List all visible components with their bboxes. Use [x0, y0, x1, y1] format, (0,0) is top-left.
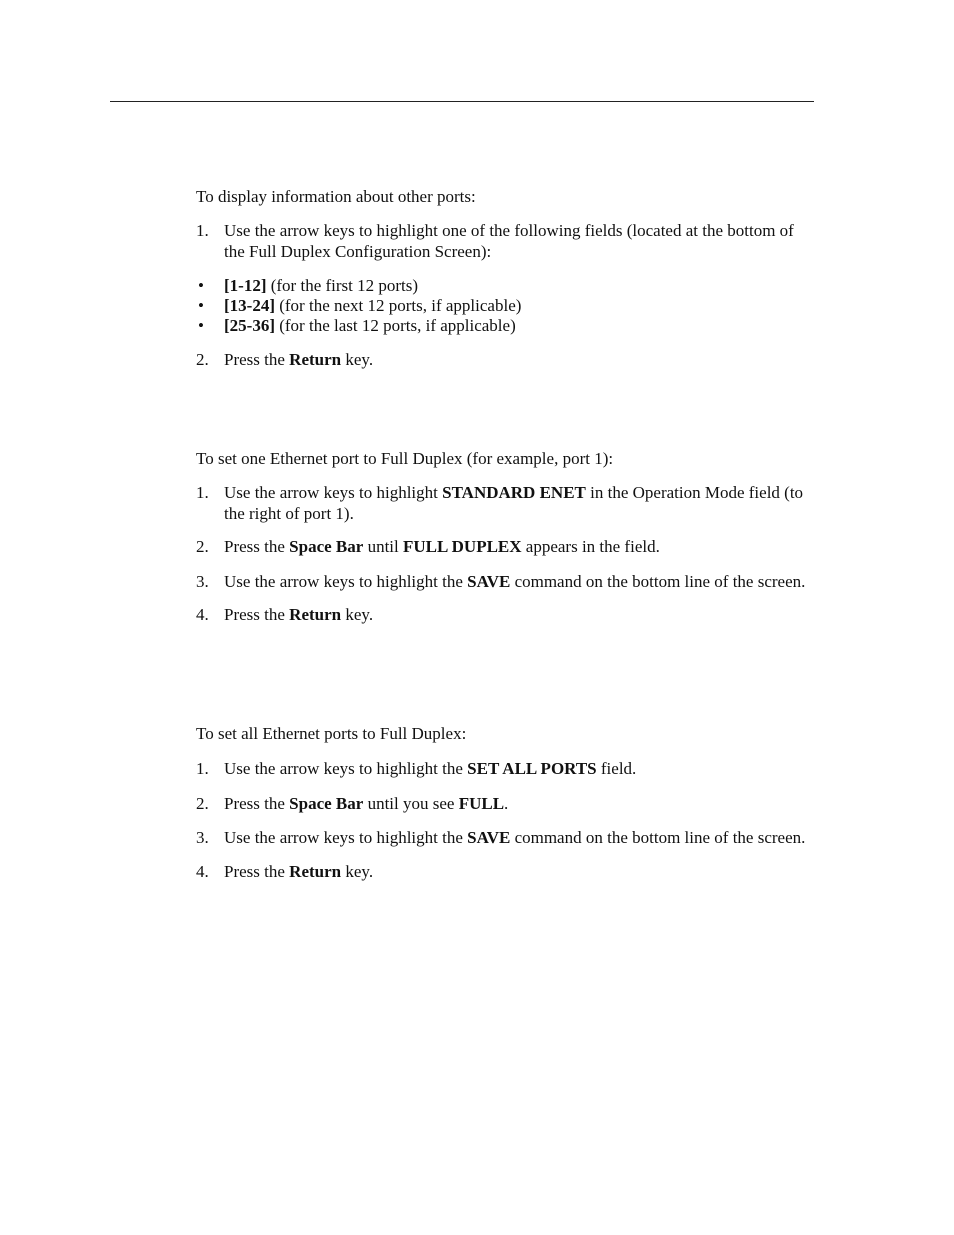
field-name: SET ALL PORTS [467, 759, 597, 778]
bullet-icon: • [198, 316, 204, 335]
list-item [196, 296, 816, 316]
step-item [196, 350, 816, 371]
step-text: Use the arrow keys to highlight the [224, 571, 468, 591]
step-text: Use the arrow keys to highlight [224, 483, 443, 502]
field-value: FULL DUPLEX [402, 537, 522, 556]
step-text: key. [341, 350, 374, 369]
list-item [196, 316, 816, 336]
step-text: key. [341, 605, 374, 624]
key-name: Return [289, 605, 342, 624]
step-item [196, 828, 816, 849]
step-text: field. [596, 759, 637, 778]
key-name: Space Bar [289, 793, 364, 813]
step-text: until [363, 537, 403, 556]
port-range-list [196, 276, 816, 336]
header-rule [110, 101, 814, 102]
section-set-one-port [196, 449, 816, 626]
list-item [196, 276, 816, 296]
step-text: in the Operation Mode field (to the right of port 1). [224, 483, 804, 523]
step-number: 3. [196, 828, 209, 847]
step-text: Press the [224, 537, 290, 556]
port-range-key: [1-12] [224, 276, 267, 295]
step-item [196, 537, 816, 558]
step-item [196, 483, 816, 524]
step-number: 2. [196, 537, 209, 556]
step-text: until you see [363, 793, 459, 813]
step-item [196, 794, 816, 815]
step-number: 1. [196, 221, 209, 240]
section-display-other-ports [196, 187, 816, 371]
section-intro: To set all Ethernet ports to Full Duplex: [196, 724, 467, 743]
step-number: 4. [196, 861, 209, 881]
port-range-desc: (for the next 12 ports, if applicable) [274, 296, 522, 315]
step-number: 3. [196, 571, 209, 591]
step-text: Use the arrow keys to highlight the [224, 759, 468, 778]
step-text: key. [341, 861, 374, 881]
step-text: appears in the field. [521, 537, 660, 556]
section-set-all-ports [196, 724, 816, 882]
command-name: SAVE [467, 571, 511, 591]
field-value: FULL [458, 793, 505, 813]
port-range-key: [13-24] [224, 296, 275, 315]
step-text: Press the [224, 861, 290, 881]
bullet-icon: • [198, 296, 204, 315]
step-text: Press the [224, 350, 290, 369]
step-text: . [504, 793, 509, 813]
step-text: Press the [224, 605, 290, 624]
step-number: 2. [196, 793, 209, 813]
step-item [196, 605, 816, 626]
step-text: command on the bottom line of the screen. [510, 571, 806, 591]
bullet-icon: • [198, 276, 204, 295]
field-name: STANDARD ENET [442, 483, 586, 502]
step-text: Press the [224, 793, 290, 813]
key-name: Return [289, 861, 342, 881]
step-item [196, 221, 816, 262]
step-item [196, 759, 816, 780]
command-name: SAVE [467, 828, 511, 847]
step-text: command on the bottom line of the screen. [510, 828, 806, 847]
step-text: Use the arrow keys to highlight one of the following fields (located at the bottom of the Full Duplex Configuration Screen): [224, 221, 794, 261]
key-name: Return [289, 350, 342, 369]
port-range-key: [25-36] [224, 316, 275, 335]
step-number: 2. [196, 350, 209, 369]
port-range-desc: (for the first 12 ports) [266, 276, 419, 295]
step-text: Use the arrow keys to highlight the [224, 828, 468, 847]
key-name: Space Bar [289, 537, 364, 556]
port-range-desc: (for the last 12 ports, if applicable) [274, 316, 516, 335]
step-item [196, 862, 816, 883]
step-number: 1. [196, 759, 209, 778]
section-intro: To display information about other ports: [196, 187, 476, 206]
step-item [196, 572, 816, 593]
step-number: 1. [196, 483, 209, 502]
section-intro: To set one Ethernet port to Full Duplex (for example, port 1): [196, 449, 614, 468]
step-number: 4. [196, 605, 209, 624]
